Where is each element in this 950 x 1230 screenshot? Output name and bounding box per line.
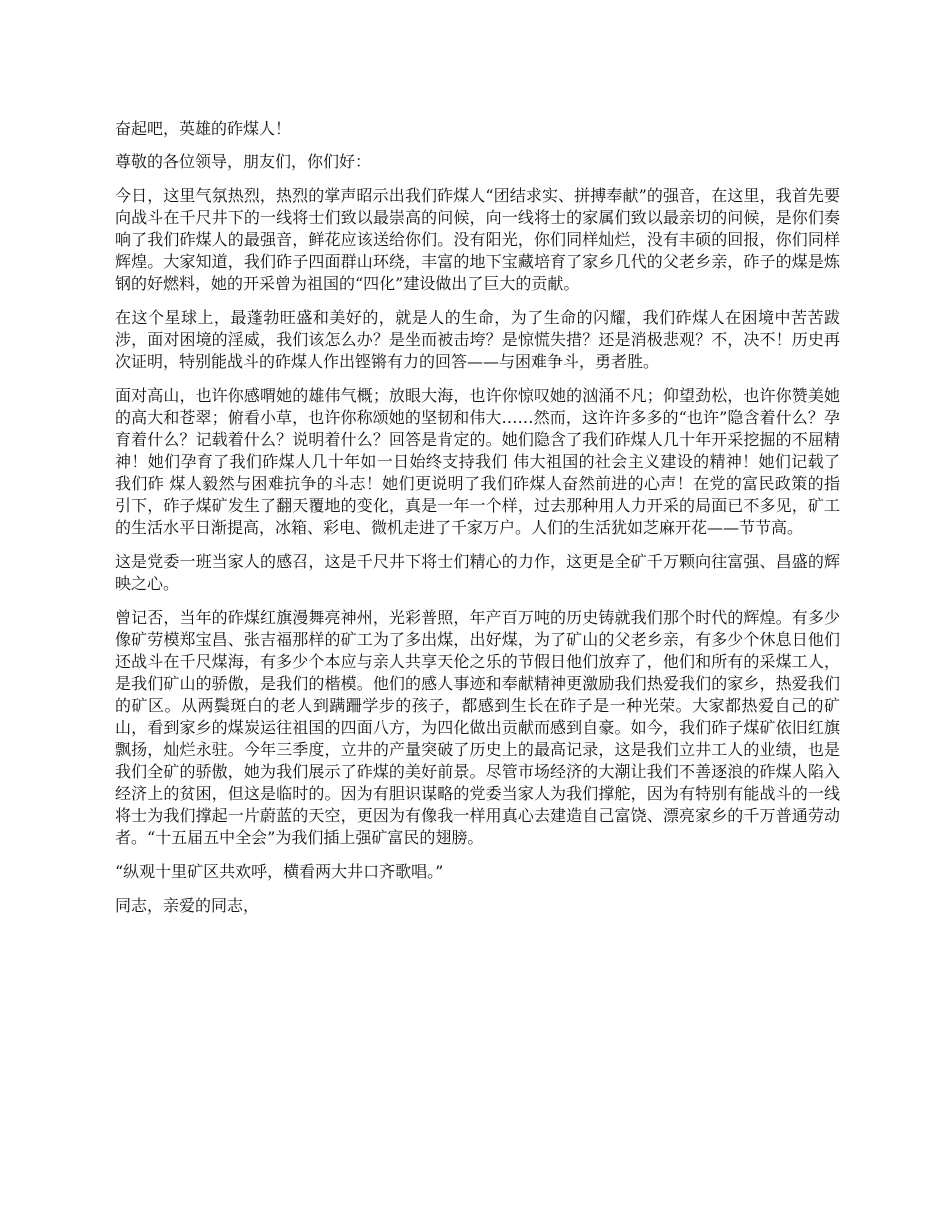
greeting: 尊敬的各位领导，朋友们，你们好： bbox=[115, 152, 372, 171]
paragraph-2: 在这个星球上，最蓬勃旺盛和美好的，就是人的生命，为了生命的闪耀，我们砟煤人在困境中苦苦跋涉，面对困境的淫威，我们该怎么办？是坐而被击垮？是惊慌失措？还是消极悲观？不，决不！历史再次证明，特别能战斗的砟煤人作出铿锵有力的回答——与困难争斗，勇者胜。 bbox=[115, 308, 840, 371]
paragraph-7: 同志，亲爱的同志， bbox=[115, 896, 260, 915]
paragraph-6: “纵观十里矿区共欢呼，横看两大井口齐歌唱。” bbox=[115, 862, 444, 881]
paragraph-4: 这是党委一班当家人的感召，这是千尺井下将士们精心的力作，这更是全矿千万颗向往富强、昌盛的辉映之心。 bbox=[115, 552, 840, 593]
document-title: 奋起吧，英雄的砟煤人！ bbox=[115, 119, 292, 138]
paragraph-5: 曾记否，当年的砟煤红旗漫舞亮神州，光彩普照，年产百万吨的历史铸就我们那个时代的辉煌。有多少像矿劳模郑宝昌、张吉福那样的矿工为了多出煤，出好煤，为了矿山的父老乡亲，有多少个休息日他们还战斗在千尺煤海，有多少个本应与亲人共享天伦之乐的节假日他们放弃了，他们和所有的采煤工人，是我们矿山的骄傲，是我们的楷模。他们的感人事迹和奉献精神更激励我们热爱我们的家乡，热爱我们的矿区。从两鬓斑白的老人到蹒跚学步的孩子，都感到生长在砟子是一种光荣。大家都热爱自己的矿山，看到家乡的煤炭运往祖国的四面八方，为四化做出贡献而感到自豪。如今，我们砟子煤矿依旧红旗飘扬，灿烂永驻。今年三季度，立井的产量突破了历史上的最高记录，这是我们立井工人的业绩，也是我们全矿的骄傲，她为我们展示了砟煤的美好前景。尽管市场经济的大潮让我们不善逐浪的砟煤人陷入经济上的贫困，但这是临时的。因为有胆识谋略的党委当家人为我们撑舵，因为有特别有能战斗的一线将士为我们撑起一片蔚蓝的天空，更因为有像我一样用真心去建造自己富饶、漂亮家乡的千万普通劳动者。“十五届五中全会”为我们插上强矿富民的翅膀。 bbox=[115, 608, 840, 847]
paragraph-3: 面对高山，也许你感喟她的雄伟气概；放眼大海，也许你惊叹她的汹涌不凡；仰望劲松，也许你赞美她的高大和苍翠；俯看小草，也许你称颂她的坚韧和伟大……然而，这许许多多的“也许”隐含着什么？孕育着什么？记载着什么？说明着什么？回答是肯定的。她们隐含了我们砟煤人几十年开采挖掘的不屈精神！她们孕育了我们砟煤人几十年如一日始终支持我们 伟大祖国的社会主义建设的精神！她们记载了我们砟 煤人毅然与困难抗争的斗志！她们更说明了我们砟煤人奋然前进的心声！在党的富民政策的指引下，砟子煤矿发生了翻天覆地的变化，真是一年一个样，过去那种用人力开采的局面已不多见，矿工的生活水平日渐提高，冰箱、彩电、微机走进了千家万户。人们的生活犹如芝麻开花——节节高。 bbox=[115, 386, 840, 537]
document-body bbox=[115, 118, 840, 929]
paragraph-1: 今日，这里气氛热烈，热烈的掌声昭示出我们砟煤人“团结求实、拼搏奉献”的强音，在这里，我首先要向战斗在千尺井下的一线将士们致以最崇高的问候，向一线将士的家属们致以最亲切的问候，是你们奏响了我们砟煤人的最强音，鲜花应该送给你们。没有阳光，你们同样灿烂，没有丰硕的回报，你们同样辉煌。大家知道，我们砟子四面群山环绕，丰富的地下宝藏培育了家乡几代的父老乡亲，砟子的煤是炼钢的好燃料，她的开采曾为祖国的“四化”建设做出了巨大的贡献。 bbox=[115, 186, 840, 293]
